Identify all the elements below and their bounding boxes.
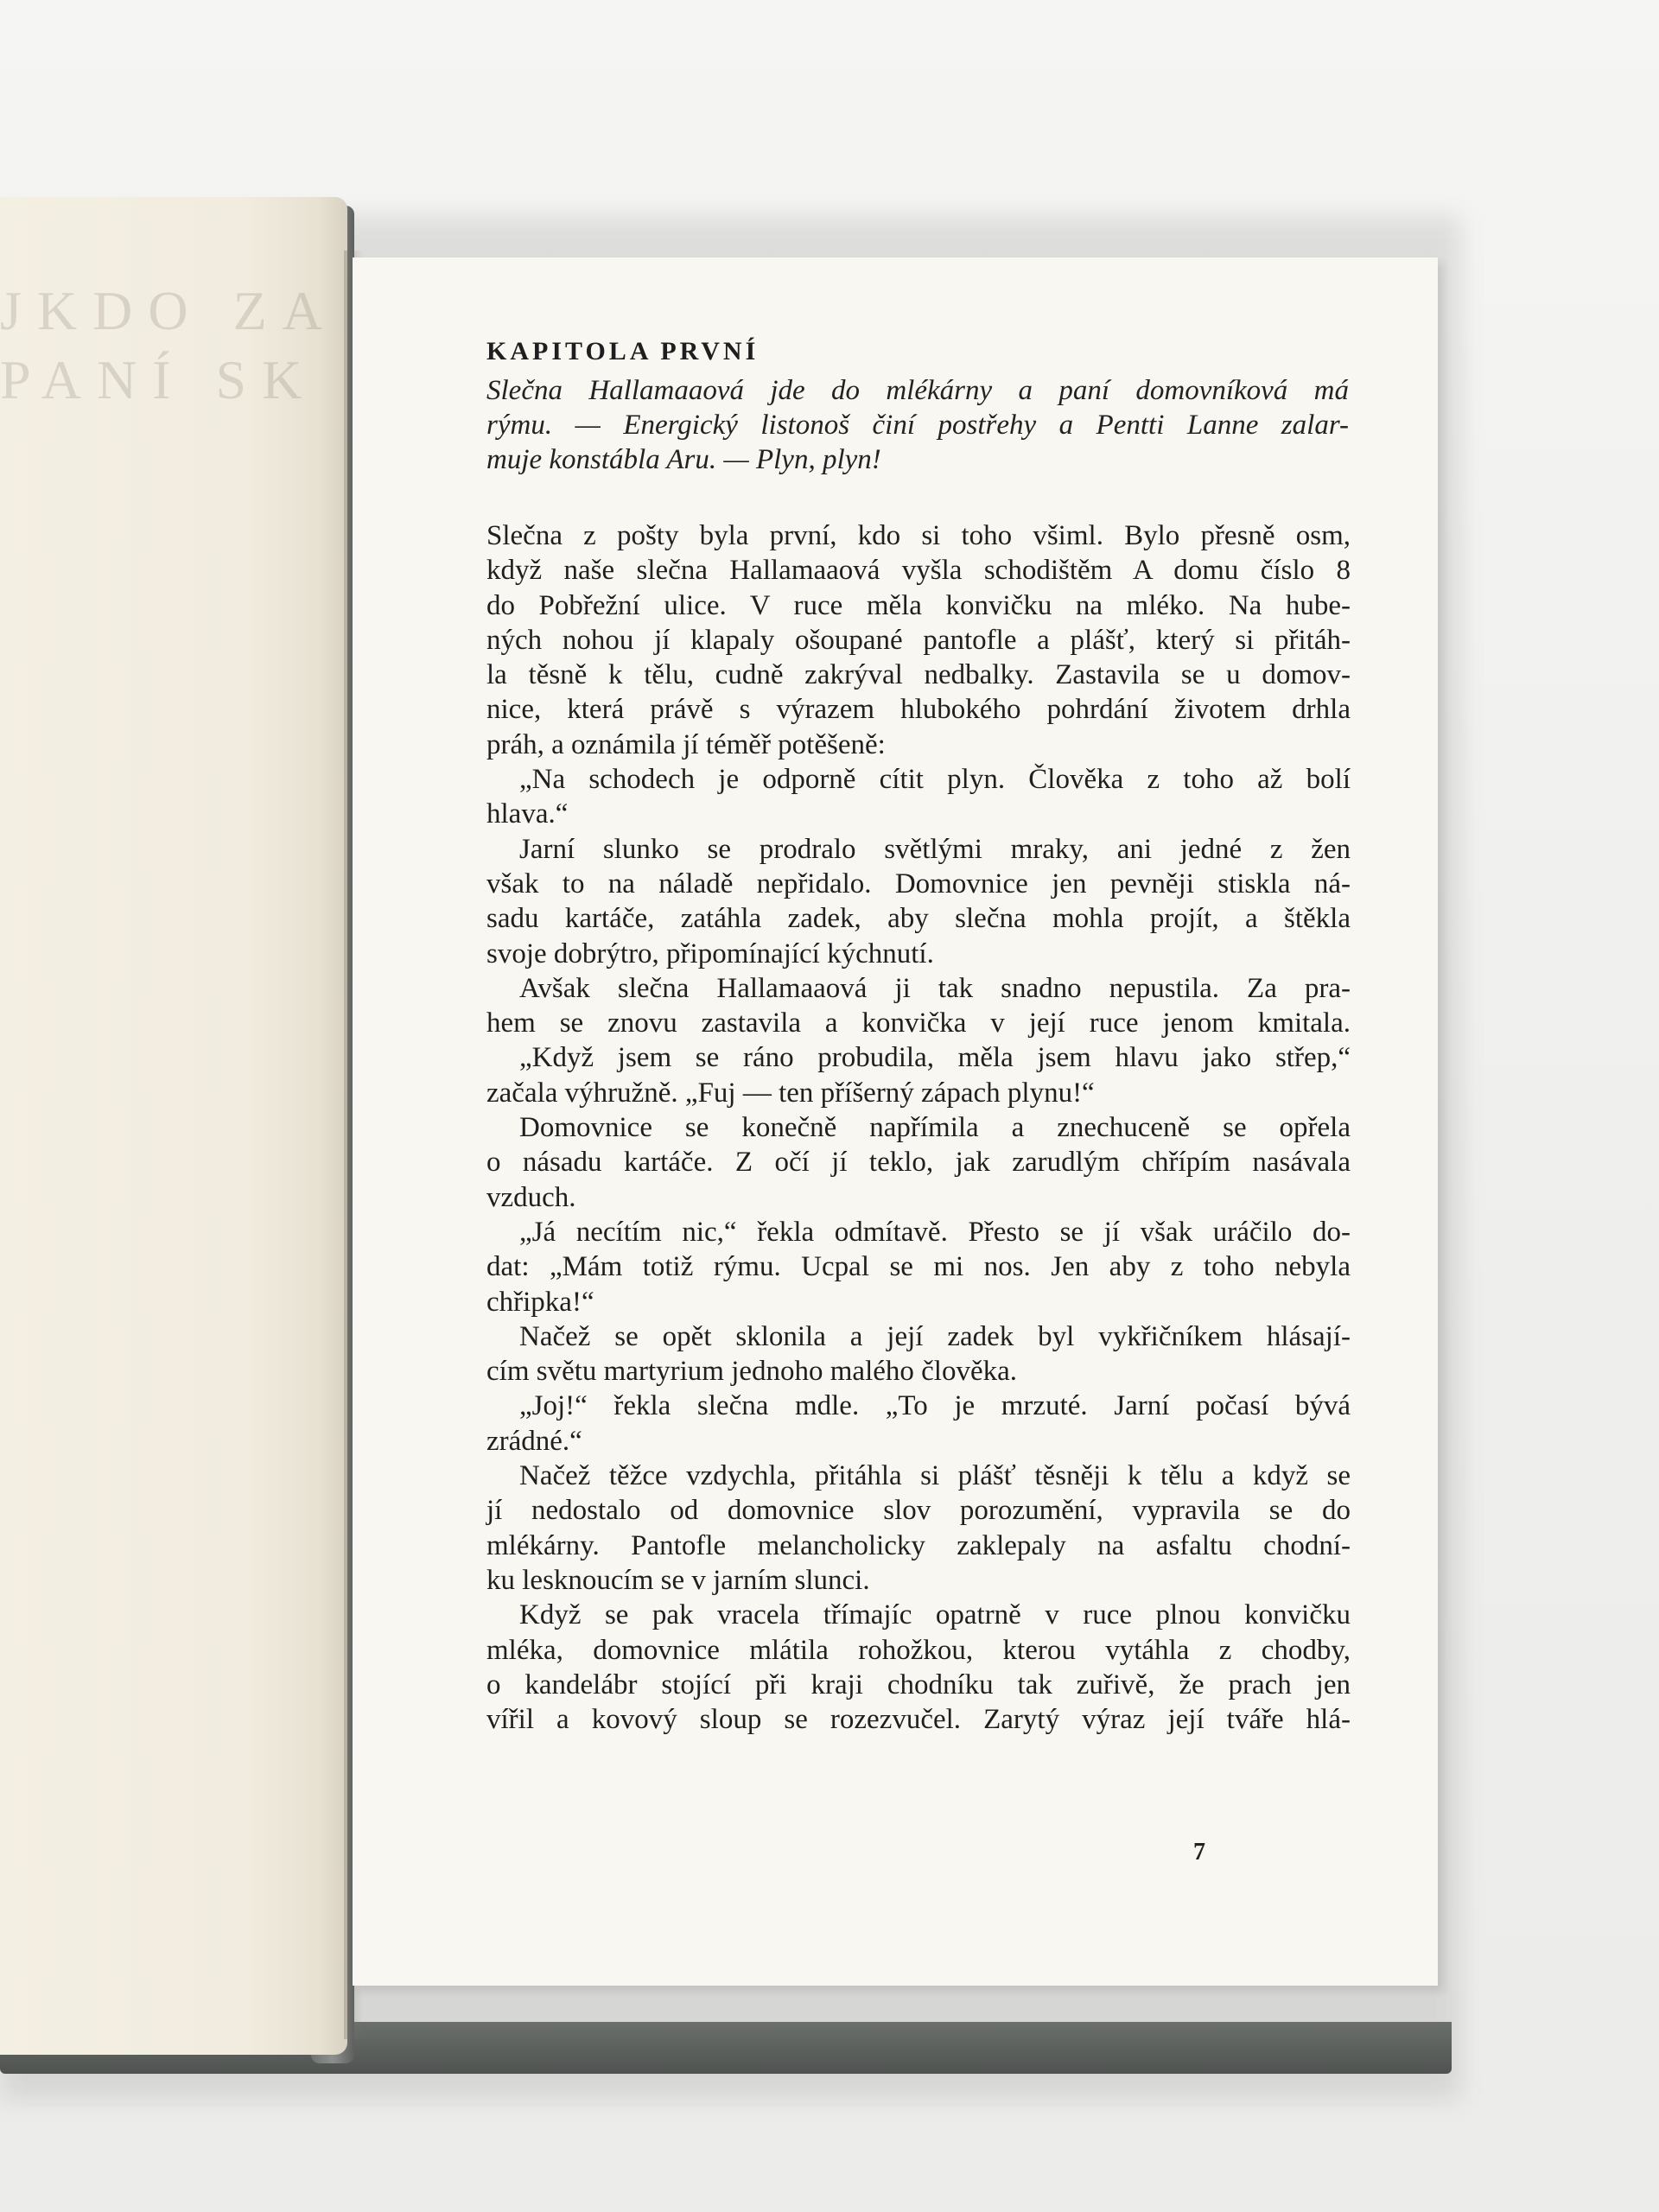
body-line: dat: „Mám totiž rýmu. Ucpal se mi nos. Jen aby z toho nebyla [486, 1251, 1351, 1283]
body-line: práh, a oznámila jí téměř potěšeně: [486, 728, 886, 760]
body-line: začala výhružně. „Fuj — ten příšerný zápach plynu!“ [486, 1077, 1095, 1109]
body-line: „Na schodech je odporně cítit plyn. Člověka z toho až bolí [519, 764, 1351, 796]
chapter-heading: KAPITOLA PRVNÍ [486, 337, 760, 365]
page-number: 7 [1193, 1839, 1205, 1866]
body-line: vířil a kovový sloup se rozezvučel. Zarytý výraz její tváře hlá- [486, 1704, 1351, 1736]
body-line: mlékárny. Pantofle melancholicky zaklepaly na asfaltu chodní- [486, 1529, 1351, 1561]
left-ghost-line-2: PANÍ SK [0, 349, 318, 410]
body-line: nice, která právě s výrazem hlubokého pohrdání životem drhla [486, 694, 1351, 726]
body-line: „Když jsem se ráno probudila, měla jsem hlavu jako střep,“ [519, 1042, 1351, 1074]
body-line: když naše slečna Hallamaaová vyšla schodištěm A domu číslo 8 [486, 555, 1351, 587]
body-line: Načež těžce vzdychla, přitáhla si plášť těsněji k tělu a když se [519, 1460, 1351, 1492]
body-line: Načež se opět sklonila a její zadek byl vykřičníkem hlásají- [519, 1320, 1351, 1352]
body-line: do Pobřežní ulice. V ruce měla konvičku na mléko. Na hube- [486, 589, 1351, 621]
body-line: jí nedostalo od domovnice slov porozumění, vypravila se do [486, 1495, 1351, 1527]
subtitle-line: muje konstábla Aru. — Plyn, plyn! [486, 444, 881, 475]
body-line: Jarní slunko se prodralo světlými mraky, ani jedné z žen [519, 833, 1351, 865]
body-line: la těsně k tělu, cudně zakrýval nedbalky. Zastavila se u domov- [486, 659, 1351, 691]
left-ghost-line-1: JKDO ZA [0, 280, 338, 341]
body-line: chřipka!“ [486, 1286, 594, 1318]
body-line: Slečna z pošty byla první, kdo si toho všiml. Bylo přesně osm, [486, 520, 1351, 551]
body-line: ku lesknoucím se v jarním slunci. [486, 1564, 870, 1596]
body-line: mléka, domovnice mlátila rohožkou, kterou vytáhla z chodby, [486, 1634, 1351, 1666]
body-line: hem se znovu zastavila a konvička v její ruce jenom kmitala. [486, 1007, 1351, 1039]
body-line: svoje dobrýtro, připomínající kýchnutí. [486, 938, 934, 969]
body-line: sadu kartáče, zatáhla zadek, aby slečna mohla projít, a štěkla [486, 903, 1351, 935]
body-line: Avšak slečna Hallamaaová ji tak snadno nepustila. Za pra- [519, 972, 1351, 1004]
body-line: hlava.“ [486, 798, 569, 830]
body-line: „Já necítím nic,“ řekla odmítavě. Přesto se jí však uráčilo do- [519, 1216, 1351, 1248]
body-line: vzduch. [486, 1181, 576, 1213]
body-line: Když se pak vracela třímajíc opatrně v ruce plnou konvičku [519, 1599, 1351, 1631]
left-page [0, 197, 347, 2055]
chapter-subtitle [486, 373, 1349, 477]
body-text [486, 518, 1351, 1737]
left-page-bleed-through-text [0, 276, 347, 415]
body-line: však to na náladě nepřidalo. Domovnice jen pevněji stiskla ná- [486, 868, 1351, 899]
subtitle-line: rýmu. — Energický listonoš činí postřehy a Pentti Lanne zalar- [486, 410, 1349, 441]
subtitle-line: Slečna Hallamaaová jde do mlékárny a paní domovníková má [486, 375, 1349, 406]
body-line: cím světu martyrium jednoho malého člověka. [486, 1356, 1017, 1388]
body-line: ných nohou jí klapaly ošoupané pantofle a plášť, který si přitáh- [486, 624, 1351, 656]
body-line: o násadu kartáče. Z očí jí teklo, jak zarudlým chřípím nasávala [486, 1147, 1351, 1179]
body-line: o kandelábr stojící při kraji chodníku tak zuřivě, že prach jen [486, 1669, 1351, 1700]
body-line: zrádné.“ [486, 1425, 582, 1457]
body-line: „Joj!“ řekla slečna mdle. „To je mrzuté. Jarní počasí bývá [519, 1390, 1351, 1422]
body-line: Domovnice se konečně napřímila a znechuceně se opřela [519, 1112, 1351, 1144]
